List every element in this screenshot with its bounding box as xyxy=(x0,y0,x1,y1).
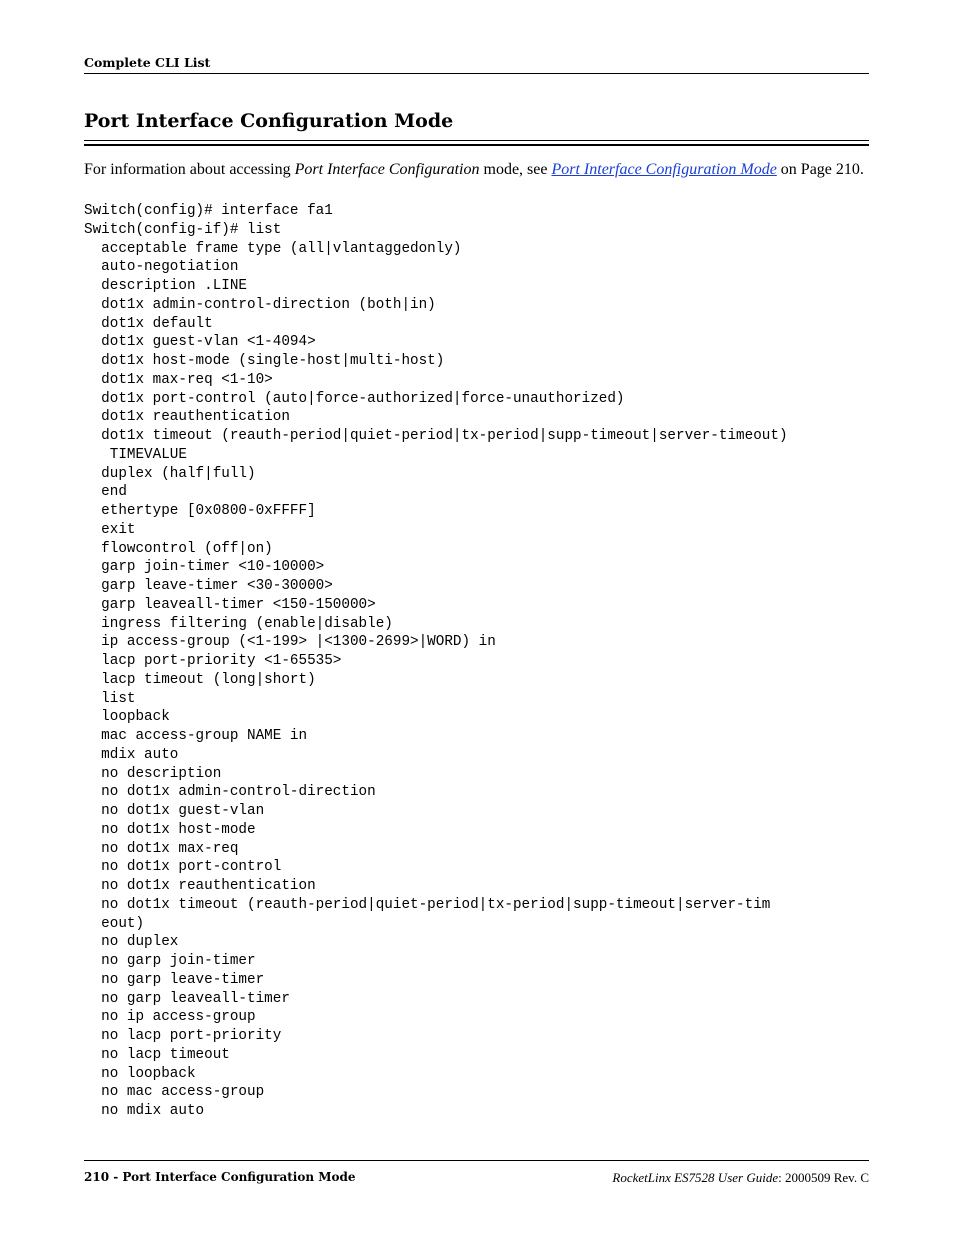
cli-line: no dot1x reauthentication xyxy=(84,878,316,894)
section-double-rule xyxy=(84,140,869,146)
intro-mode-name: Port Interface Configuration xyxy=(294,161,480,178)
cli-line: no dot1x admin-control-direction xyxy=(84,784,376,801)
cli-line: duplex (half|full) xyxy=(84,465,256,482)
cli-line: no mac access-group xyxy=(84,1084,265,1101)
cli-line: dot1x admin-control-direction (both|in) xyxy=(84,296,436,313)
cli-line: ip access-group (<1-199> |<1300-2699>|WORD) in xyxy=(84,634,496,651)
footer-doc-number: : 2000509 Rev. C xyxy=(778,1170,869,1185)
cli-line: dot1x default xyxy=(84,315,213,332)
cli-line: garp leaveall-timer <150-150000> xyxy=(84,596,376,613)
cli-line: exit xyxy=(84,521,136,538)
footer-product-name: RocketLinx ES7528 User Guide xyxy=(612,1170,779,1185)
cli-line: list xyxy=(84,690,136,707)
intro-text-before: For information about accessing xyxy=(84,161,295,178)
header-rule xyxy=(84,73,869,74)
cli-line: lacp timeout (long|short) xyxy=(84,671,316,688)
cli-line: ethertype [0x0800-0xFFFF] xyxy=(84,503,316,519)
intro-text-after: on Page 210. xyxy=(776,161,864,178)
cli-line: no mdix auto xyxy=(84,1103,205,1119)
cli-line: dot1x port-control (auto|force-authorized|force-unauthorized) xyxy=(84,390,625,407)
cli-line: eout) xyxy=(84,915,145,932)
cli-line: dot1x reauthentication xyxy=(84,409,290,426)
cli-line: description .LINE xyxy=(84,278,248,294)
cli-line: no garp leave-timer xyxy=(84,971,265,988)
intro-text-middle: mode, see xyxy=(479,161,552,178)
cli-line: no garp leaveall-timer xyxy=(84,990,290,1007)
footer-rule xyxy=(84,1160,869,1161)
cli-line: loopback xyxy=(84,709,170,726)
cli-line: dot1x timeout (reauth-period|quiet-period|tx-period|supp-timeout|server-timeout) xyxy=(84,428,788,444)
cli-line: dot1x guest-vlan <1-4094> xyxy=(84,334,316,351)
cli-line: no garp join-timer xyxy=(84,953,256,969)
intro-paragraph xyxy=(84,162,869,178)
cli-line: flowcontrol (off|on) xyxy=(84,540,273,557)
section-title: Port Interface Configuration Mode xyxy=(84,110,454,132)
cli-line: dot1x max-req <1-10> xyxy=(84,371,273,388)
cli-line: mdix auto xyxy=(84,746,179,763)
cli-command-listing xyxy=(84,202,788,1121)
cli-line: no duplex xyxy=(84,934,179,951)
cli-line: lacp port-priority <1-65535> xyxy=(84,653,342,669)
footer-doc-info xyxy=(612,1170,869,1186)
cli-line: no description xyxy=(84,765,222,782)
cli-line: no lacp timeout xyxy=(84,1046,230,1063)
cli-line: ingress filtering (enable|disable) xyxy=(84,615,393,632)
document-page xyxy=(84,0,869,1235)
cli-line: Switch(config-if)# list xyxy=(84,221,282,238)
cli-line: mac access-group NAME in xyxy=(84,728,308,744)
cli-line: garp leave-timer <30-30000> xyxy=(84,578,333,594)
cli-line: no lacp port-priority xyxy=(84,1028,282,1044)
cli-line: no dot1x max-req xyxy=(84,840,239,857)
cli-line: no dot1x port-control xyxy=(84,859,282,876)
cli-line: no ip access-group xyxy=(84,1009,256,1026)
cli-line: dot1x host-mode (single-host|multi-host) xyxy=(84,353,445,369)
cli-line: Switch(config)# interface fa1 xyxy=(84,203,333,219)
cli-line: end xyxy=(84,484,127,501)
cli-line: no loopback xyxy=(84,1065,196,1082)
cli-line: no dot1x host-mode xyxy=(84,821,256,838)
running-header: Complete CLI List xyxy=(84,55,211,70)
cli-line: no dot1x timeout (reauth-period|quiet-period|tx-period|supp-timeout|server-tim xyxy=(84,896,771,913)
cli-line: auto-negotiation xyxy=(84,259,239,276)
cli-line: acceptable frame type (all|vlantaggedonly) xyxy=(84,240,462,257)
footer-page-label: 210 - Port Interface Configuration Mode xyxy=(84,1170,356,1184)
cli-line: no dot1x guest-vlan xyxy=(84,803,265,819)
cli-line: garp join-timer <10-10000> xyxy=(84,559,325,576)
cross-reference-link[interactable]: Port Interface Configuration Mode xyxy=(551,161,777,178)
cli-line: TIMEVALUE xyxy=(84,446,187,463)
